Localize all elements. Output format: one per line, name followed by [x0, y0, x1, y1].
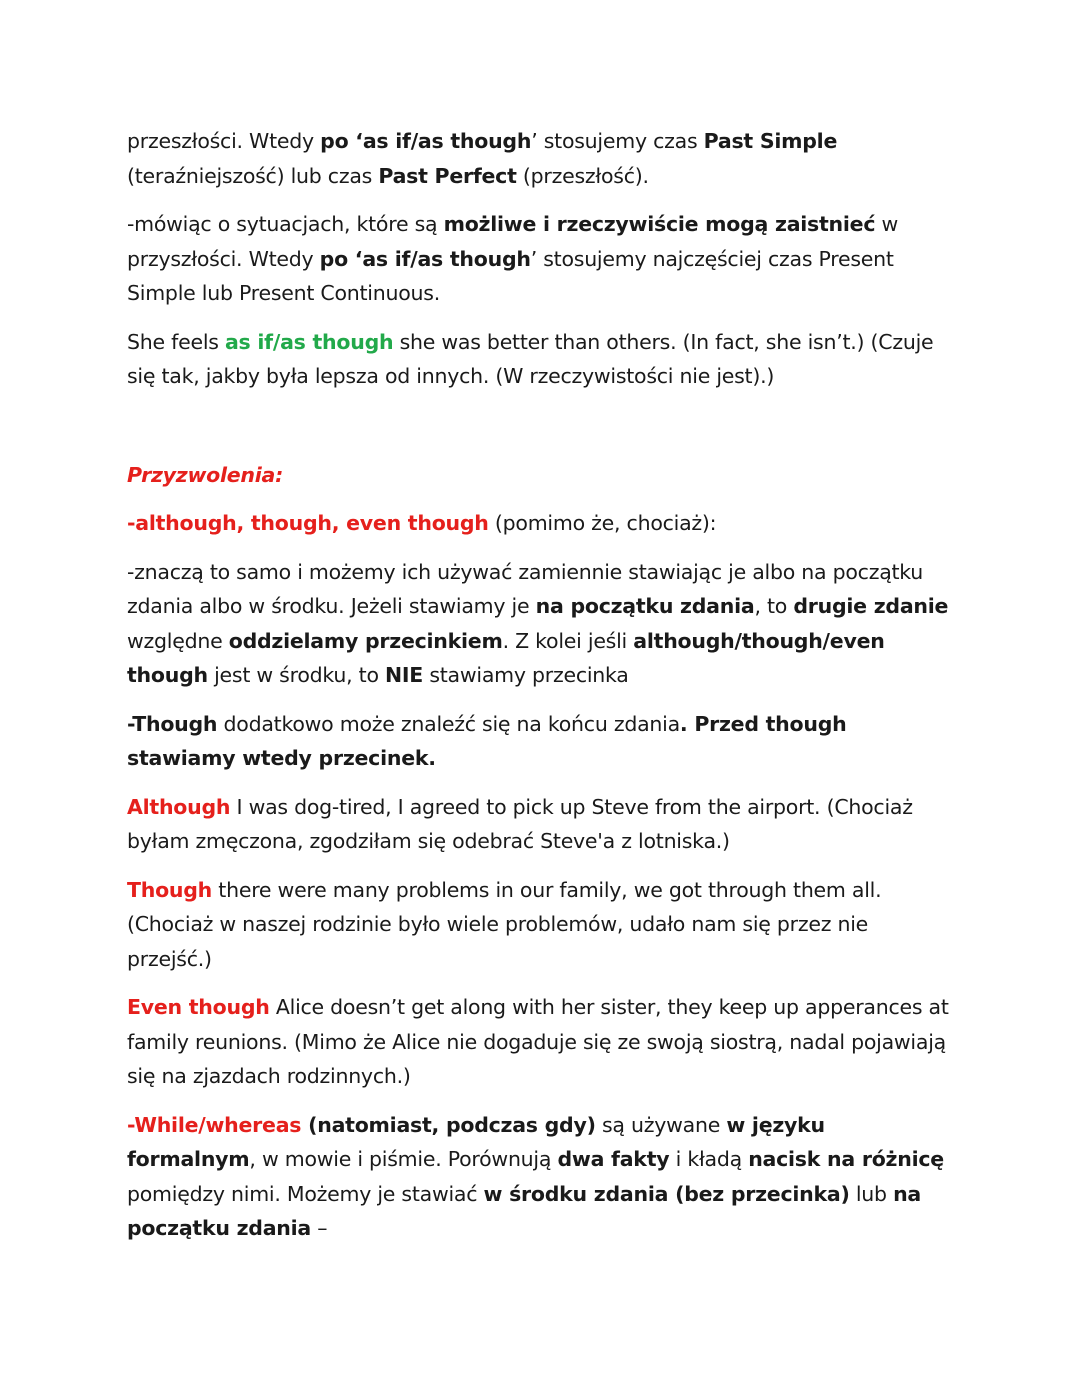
- paragraph-though-end: [127, 707, 957, 776]
- text-bold: na początku zdania: [535, 594, 755, 618]
- text: (pomimo że, chociaż):: [488, 511, 717, 535]
- text: stawiamy przecinka: [423, 663, 629, 687]
- text-bold: drugie zdanie: [793, 594, 949, 618]
- text: -mówiąc o sytuacjach, które są: [127, 212, 444, 236]
- text-bold: możliwe i rzeczywiście mogą zaistnieć: [443, 212, 876, 236]
- text-bold: (natomiast, podczas gdy): [301, 1112, 596, 1137]
- section-spacer: [127, 408, 957, 458]
- text: lub: [849, 1181, 894, 1206]
- example-even-though: [127, 990, 957, 1094]
- text-bold: na początku zdania: [127, 1181, 921, 1240]
- text: dodatkowo może znaleźć się na końcu zdania: [217, 711, 680, 736]
- heading-text: Przyzwolenia:: [127, 462, 284, 487]
- text: -znaczą to samo i możemy ich używać zamiennie stawiając je albo na początku zdania albo w środku. Jeżeli stawiamy je: [127, 559, 924, 618]
- text: She feels: [127, 329, 225, 354]
- text-bold: nacisk na różnicę: [748, 1147, 944, 1171]
- text-bold: . Przed though stawiamy wtedy przecinek.: [127, 711, 847, 770]
- text: I was dog-tired, I agreed to pick up Steve from the airport. (Chociaż byłam zmęczona, zgodziłam się odebrać Steve'a z lotniska.): [127, 794, 913, 853]
- paragraph-although-rules: [127, 555, 957, 693]
- text-bold: NIE: [385, 663, 424, 687]
- text: there were many problems in our family, we got through them all. (Chociaż w naszej rodzinie było wiele problemów, udało nam się przez nie przejść.): [127, 877, 882, 971]
- paragraph-while-whereas: [127, 1108, 957, 1246]
- text-bold: w języku formalnym: [127, 1112, 825, 1171]
- text: przeszłości. Wtedy: [127, 129, 321, 153]
- text-bold: dwa fakty: [557, 1147, 670, 1171]
- text: –: [310, 1216, 328, 1240]
- keyword-red: -although, though, even though: [127, 511, 489, 535]
- text-bold: po ‘as if/as though: [320, 129, 532, 153]
- keyword-red: Though: [127, 877, 213, 902]
- text: ’ stosujemy najczęściej czas Present Simple lub Present Continuous.: [127, 246, 894, 305]
- text: względne: [127, 628, 229, 653]
- document-page: [127, 124, 957, 1260]
- text: , to: [754, 594, 794, 618]
- example-though: [127, 873, 957, 977]
- text-bold: Past Simple: [703, 129, 838, 153]
- text: . Z kolei jeśli: [502, 628, 634, 653]
- keyword-red: Even though: [127, 995, 270, 1019]
- paragraph-possible-situations: [127, 207, 957, 311]
- text-bold: po ‘as if/as though: [319, 246, 531, 271]
- example-as-if: [127, 325, 957, 394]
- text-bold: although/though/even though: [127, 628, 885, 687]
- text: she was better than others. (In fact, she isn’t.) (Czuje się tak, jakby była lepsza od innych. (W rzeczywistości nie jest).): [127, 329, 934, 388]
- paragraph-past-usage: [127, 124, 957, 193]
- section-heading: [127, 458, 957, 493]
- example-although: [127, 790, 957, 859]
- text: i kładą: [669, 1147, 749, 1171]
- text: Alice doesn’t get along with her sister, they keep up apperances at family reunions. (Mimo że Alice nie dogaduje się ze swoją siostrą, nadal pojawiają się na zjazdach rodzinnych.): [127, 995, 949, 1088]
- paragraph-although-intro: [127, 506, 957, 541]
- text-bold: -Though: [127, 711, 218, 736]
- text-bold: Past Perfect: [378, 163, 517, 188]
- keyword-green: as if/as though: [224, 329, 394, 354]
- text: ’ stosujemy czas: [531, 129, 704, 153]
- text: są używane: [595, 1112, 727, 1137]
- text: (przeszłość).: [516, 163, 649, 188]
- text-bold: w środku zdania (bez przecinka): [483, 1181, 850, 1206]
- text: , w mowie i piśmie. Porównują: [249, 1147, 558, 1171]
- text: pomiędzy nimi. Możemy je stawiać: [127, 1181, 484, 1206]
- keyword-red: Although: [127, 794, 231, 819]
- text-bold: oddzielamy przecinkiem: [228, 628, 503, 653]
- keyword-red: -While/whereas: [127, 1112, 302, 1137]
- text: jest w środku, to: [207, 663, 386, 687]
- text: w przyszłości. Wtedy: [127, 212, 899, 271]
- text: (teraźniejszość) lub czas: [127, 163, 379, 188]
